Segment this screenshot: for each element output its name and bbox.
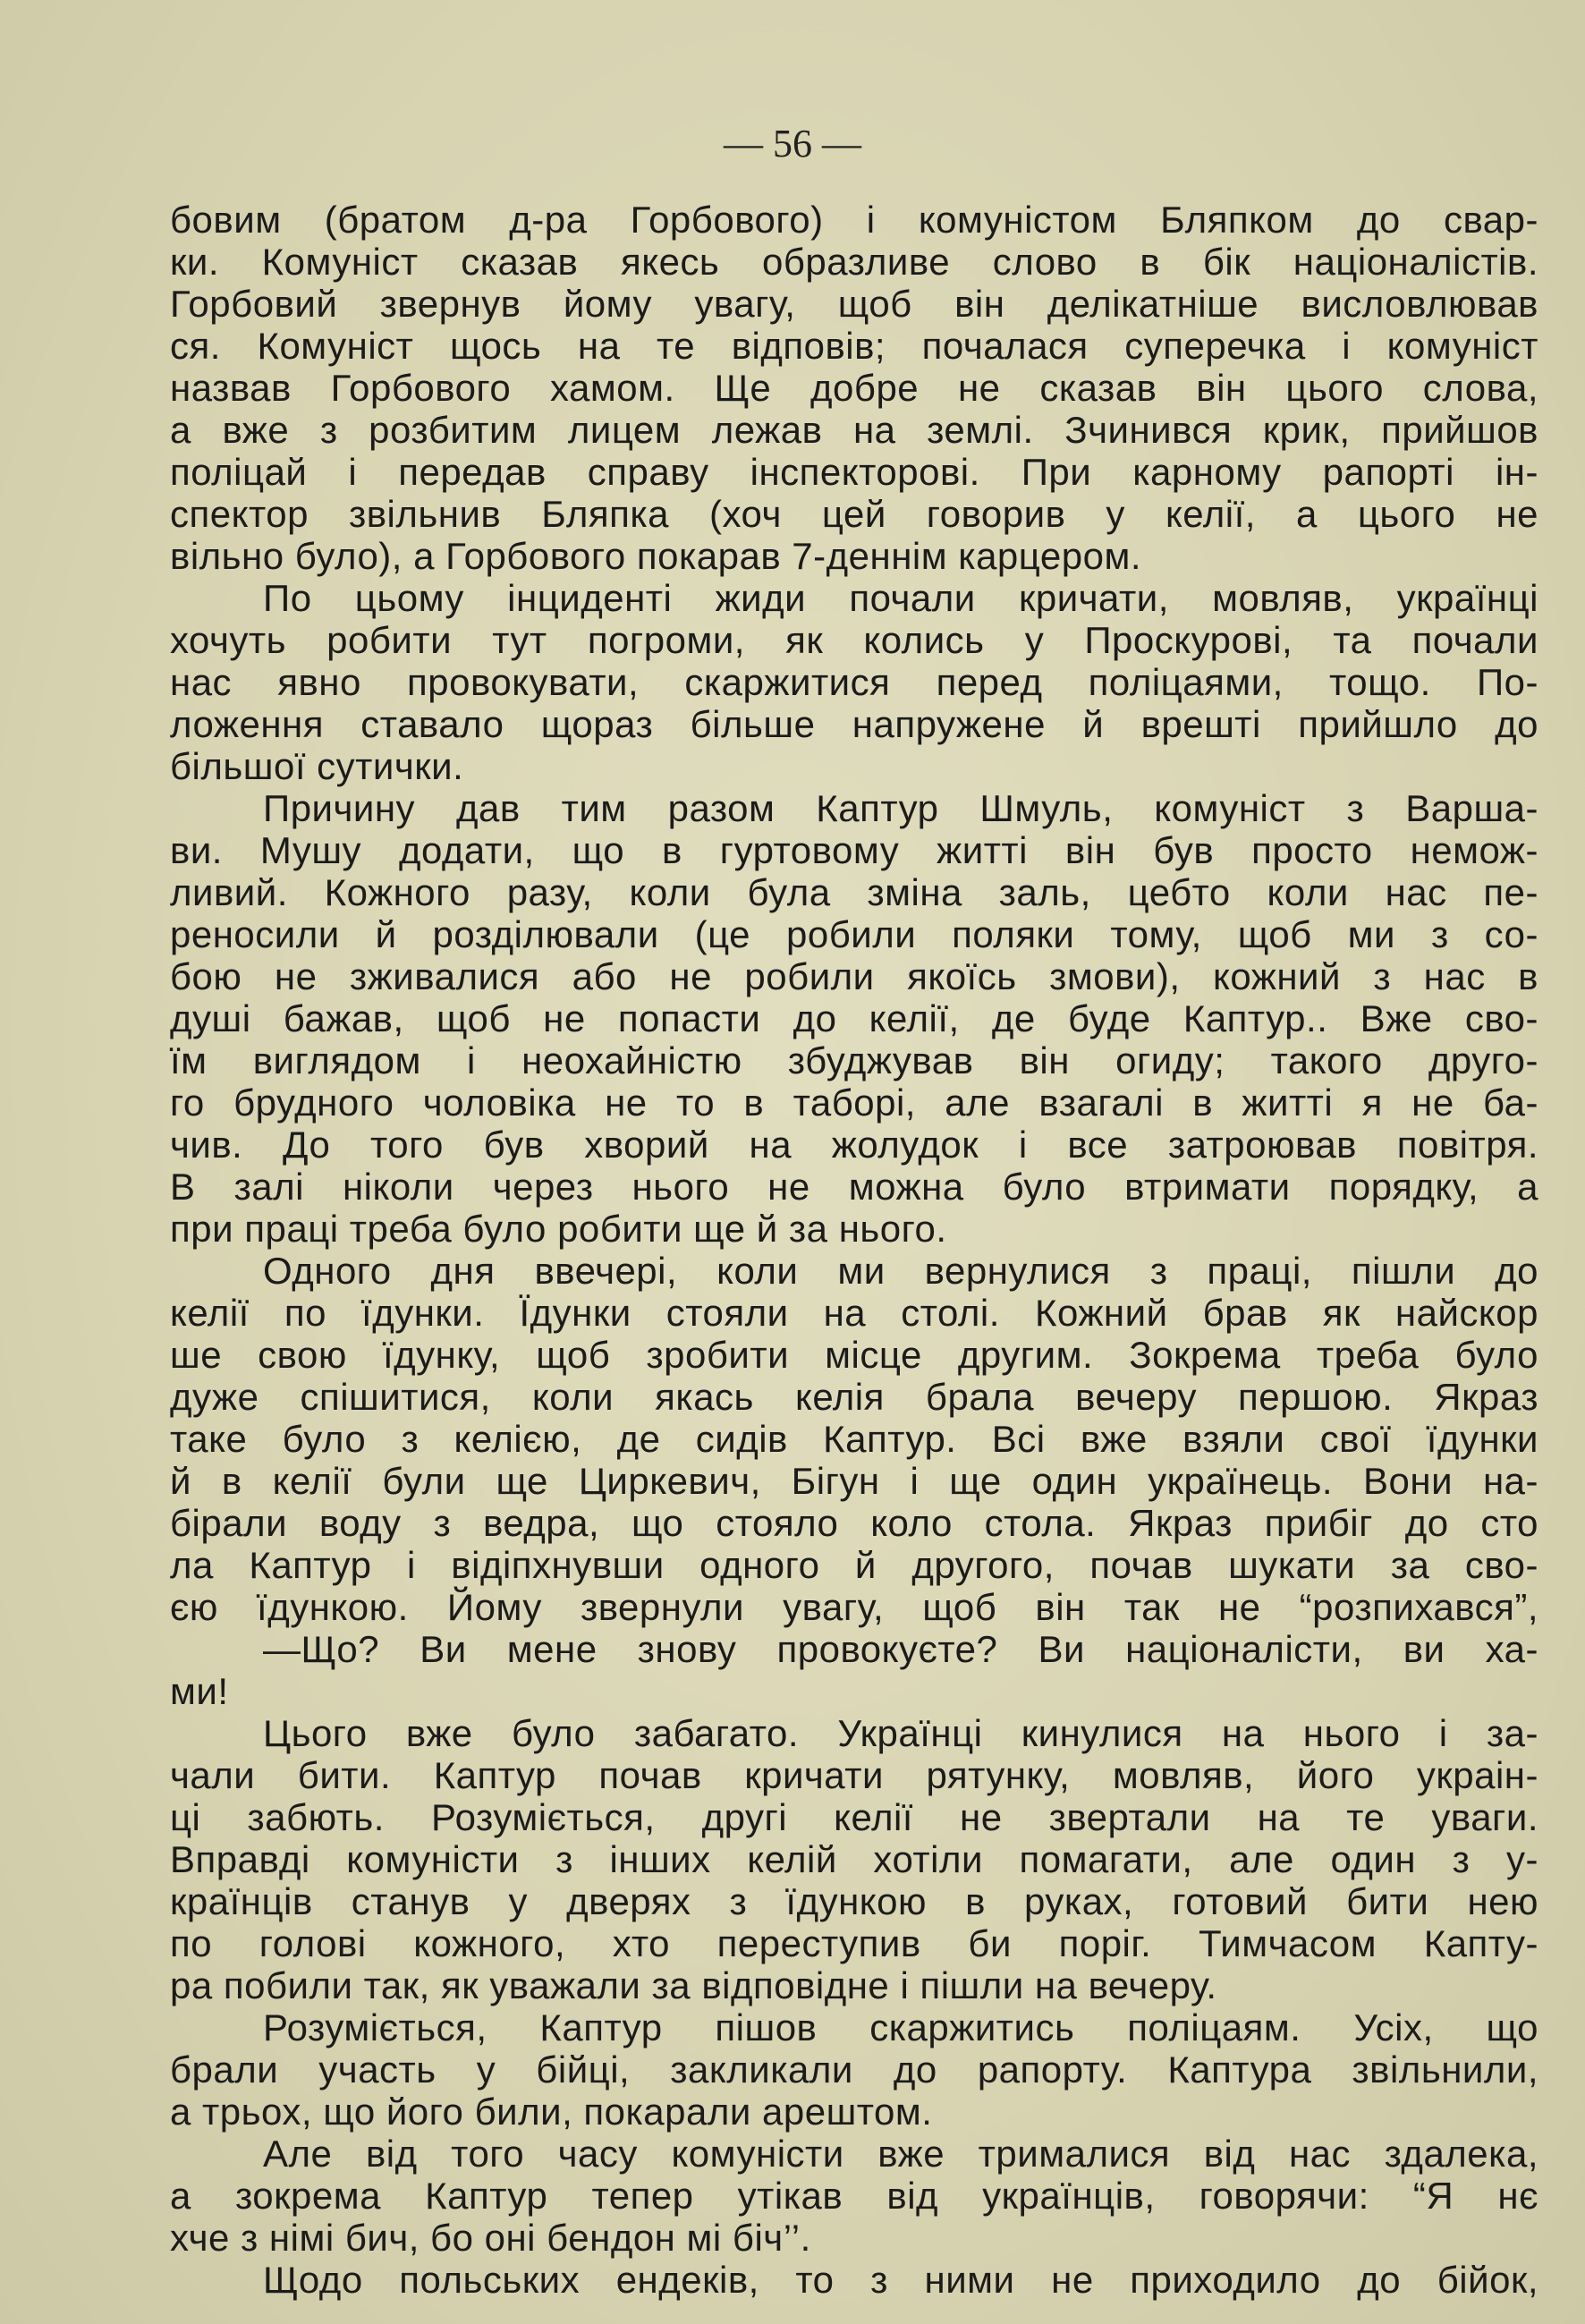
text-line: ла Каптур і відіпхнувши одного й другого, почав шукати за сво-	[170, 1544, 1538, 1586]
text-line: ся. Комуніст щось на те відповів; почалася суперечка і комуніст	[170, 325, 1538, 367]
page-number: — 56 —	[724, 122, 861, 165]
dialogue-line: —Що? Ви мене знову провокуєте? Ви націоналісти, ви ха-	[263, 1628, 1538, 1670]
text-line: спектор звільнив Бляпка (хоч цей говорив у келії, а цього не	[170, 493, 1538, 535]
body-text	[170, 199, 1538, 2301]
paragraph-first-line: Щодо польських ендеків, то з ними не приходило до бійок,	[263, 2259, 1538, 2301]
text-line: чив. До того був хворий на жолудок і все затроював повітря.	[170, 1124, 1538, 1166]
text-line: хочуть робити тут погроми, як колись у Проскурові, та почали	[170, 619, 1538, 661]
paragraph-first-line: Розуміється, Каптур пішов скаржитись поліцаям. Усіх, що	[263, 2006, 1538, 2048]
text-line: ви. Мушу додати, що в гуртовому житті він був просто немож-	[170, 829, 1538, 871]
text-line: Вправді комуністи з інших келій хотіли помагати, але один з у-	[170, 1838, 1538, 1880]
text-line: ки. Комуніст сказав якесь образливе слово в бік націоналістів.	[170, 241, 1538, 283]
text-line: бірали воду з ведра, що стояло коло стола. Якраз прибіг до сто	[170, 1502, 1538, 1544]
text-line: а трьох, що його били, покарали арештом.	[170, 2091, 933, 2133]
paragraph-first-line: Одного дня ввечері, коли ми вернулися з праці, пішли до	[263, 1250, 1538, 1292]
text-line: вільно було), а Горбового покарав 7-деннім карцером.	[170, 535, 1141, 577]
text-line: дуже спішитися, коли якась келія брала вечеру першою. Якраз	[170, 1376, 1538, 1418]
text-line: ці забють. Розуміється, другі келії не звертали на те уваги.	[170, 1796, 1538, 1838]
text-line: келії по їдунки. Їдунки стояли на столі. Кожний брав як найскор	[170, 1292, 1538, 1334]
text-line: при праці треба було робити ще й за нього.	[170, 1208, 947, 1250]
text-line: брали участь у бійці, закликали до рапорту. Каптура звільнили,	[170, 2048, 1538, 2091]
text-line: таке було з келією, де сидів Каптур. Всі вже взяли свої їдунки	[170, 1418, 1538, 1460]
text-line: чали бити. Каптур почав кричати рятунку, мовляв, його украін-	[170, 1754, 1538, 1796]
text-line: країнців станув у дверях з їдункою в руках, готовий бити нею	[170, 1880, 1538, 1922]
text-line: бовим (братом д-ра Горбового) і комуністом Бляпком до свар-	[170, 199, 1538, 241]
text-line: по голові кожного, хто переступив би поріг. Тимчасом Капту-	[170, 1922, 1538, 1964]
text-line: ливий. Кожного разу, коли була зміна заль, цебто коли нас пе-	[170, 871, 1538, 913]
text-line: ше свою їдунку, щоб зробити місце другим. Зокрема треба було	[170, 1334, 1538, 1376]
text-line: нас явно провокувати, скаржитися перед поліцаями, тощо. По-	[170, 661, 1538, 703]
text-line: а вже з розбитим лицем лежав на землі. Зчинився крик, прийшов	[170, 409, 1538, 451]
paragraph-first-line: Причину дав тим разом Каптур Шмуль, комуніст з Варша-	[263, 787, 1538, 829]
text-line: їм виглядом і неохайністю збуджував він огиду; такого друго-	[170, 1039, 1538, 1081]
text-line: поліцай і передав справу інспекторові. При карному рапорті ін-	[170, 451, 1538, 493]
text-line: В залі ніколи через нього не можна було втримати порядку, а	[170, 1166, 1538, 1208]
text-line: більшої сутички.	[170, 745, 464, 787]
text-line: бою не зживалися або не робили якоїсь змови), кожний з нас в	[170, 955, 1538, 997]
text-line: Горбовий звернув йому увагу, щоб він делікатніше висловлював	[170, 283, 1538, 325]
paragraph-first-line: По цьому інциденті жиди почали кричати, мовляв, українці	[263, 577, 1538, 619]
text-line: ми!	[170, 1670, 229, 1712]
text-line: єю їдункою. Йому звернули увагу, щоб він так не “розпихався”,	[170, 1586, 1538, 1628]
text-line: душі бажав, щоб не попасти до келії, де буде Каптур.. Вже сво-	[170, 997, 1538, 1039]
text-line: назвав Горбового хамом. Ще добре не сказав він цього слова,	[170, 367, 1538, 409]
text-line: реносили й розділювали (це робили поляки тому, щоб ми з со-	[170, 913, 1538, 955]
text-line: й в келії були ще Циркевич, Бігун і ще один українець. Вони на-	[170, 1460, 1538, 1502]
text-line: го брудного чоловіка не то в таборі, але взагалі в житті я не ба-	[170, 1081, 1538, 1124]
text-line: ложення ставало щораз більше напружене й врешті прийшло до	[170, 703, 1538, 745]
text-line: хче з німі бич, бо оні бендон мі біч’’.	[170, 2217, 811, 2259]
text-line: а зокрема Каптур тепер утікав від українців, говорячи: “Я нє	[170, 2175, 1538, 2217]
paragraph-first-line: Але від того часу комуністи вже трималися від нас здалека,	[263, 2133, 1538, 2175]
paragraph-first-line: Цього вже було забагато. Українці кинулися на нього і за-	[263, 1712, 1538, 1754]
text-line: ра побили так, як уважали за відповідне і пішли на вечеру.	[170, 1964, 1217, 2006]
